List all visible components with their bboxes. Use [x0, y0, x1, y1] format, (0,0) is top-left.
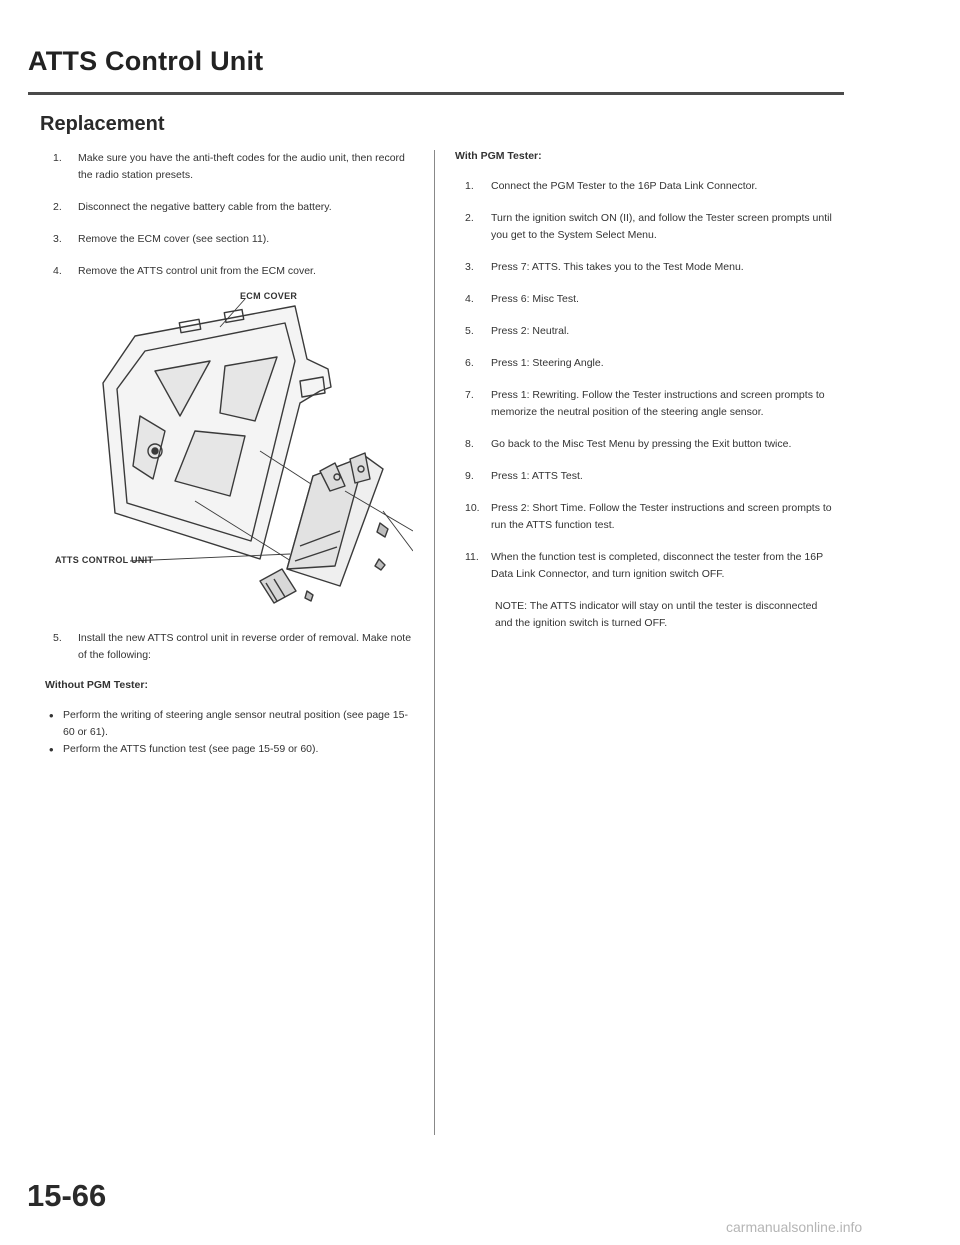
column-divider [434, 150, 435, 1135]
step-item [455, 323, 835, 340]
section-heading: Replacement [40, 113, 165, 135]
step-text: Press 1: Steering Angle. [491, 357, 604, 369]
step-text: Connect the PGM Tester to the 16P Data Link Connector. [491, 180, 758, 192]
step-text: Install the new ATTS control unit in reverse order of removal. Make note of the following: [78, 632, 412, 661]
left-column [45, 150, 413, 758]
page-title: ATTS Control Unit [28, 46, 264, 76]
step-item [45, 150, 413, 184]
step-number: 1. [465, 180, 474, 192]
bullet-text: Perform the writing of steering angle sensor neutral position (see page 15-60 or 61). [63, 709, 408, 738]
step-number: 1. [53, 152, 62, 164]
step-item [45, 199, 413, 216]
step-number: 4. [53, 265, 62, 277]
step-number: 3. [465, 261, 474, 273]
step-number: 4. [465, 293, 474, 305]
ecm-cover-diagram [45, 291, 413, 616]
bullet-item [49, 741, 413, 758]
step-number: 11. [465, 551, 479, 563]
step-text: Make sure you have the anti-theft codes for the audio unit, then record the radio station presets. [78, 152, 405, 181]
bullet-icon: • [49, 742, 54, 757]
ecm-cover-illustration [45, 291, 413, 616]
step-item [455, 291, 835, 308]
right-column [455, 150, 835, 632]
step-item [45, 231, 413, 248]
step-number: 5. [53, 632, 62, 644]
without-tester-heading: Without PGM Tester: [45, 679, 148, 691]
with-tester-heading: With PGM Tester: [455, 150, 542, 162]
step-text: Press 1: ATTS Test. [491, 470, 583, 482]
step-item [455, 500, 835, 534]
step-item [455, 178, 835, 195]
step-number: 8. [465, 438, 474, 450]
step-item [455, 387, 835, 421]
step-item [455, 436, 835, 453]
step-number: 7. [465, 389, 474, 401]
title-rule [28, 92, 844, 95]
atts-control-unit-label: ATTS CONTROL UNIT [55, 555, 154, 565]
bullet-icon: • [49, 708, 54, 723]
step-text: Press 7: ATTS. This takes you to the Test Mode Menu. [491, 261, 744, 273]
step-text: Go back to the Misc Test Menu by pressing the Exit button twice. [491, 438, 792, 450]
step-number: 9. [465, 470, 474, 482]
bullet-item [49, 707, 413, 741]
step-text: Press 6: Misc Test. [491, 293, 579, 305]
step-text: Turn the ignition switch ON (II), and follow the Tester screen prompts until you get to the System Select Menu. [491, 212, 832, 241]
note-text: NOTE: The ATTS indicator will stay on until the tester is disconnected and the ignition switch is turned OFF. [495, 600, 818, 629]
step-text: Press 1: Rewriting. Follow the Tester instructions and screen prompts to memorize the neutral position of the steering angle sensor. [491, 389, 825, 418]
step-item [455, 549, 835, 583]
step-item [45, 263, 413, 280]
step-item [455, 210, 835, 244]
step-text: Press 2: Neutral. [491, 325, 570, 337]
step-text: Remove the ATTS control unit from the ECM cover. [78, 265, 316, 277]
step-item [455, 468, 835, 485]
step-number: 10. [465, 502, 480, 514]
step-text: Remove the ECM cover (see section 11). [78, 233, 270, 245]
watermark: carmanualsonline.info [726, 1219, 863, 1235]
step-text: Press 2: Short Time. Follow the Tester instructions and screen prompts to run the ATTS function test. [491, 502, 832, 531]
page-number: 15-66 [27, 1178, 107, 1213]
step-number: 2. [53, 201, 62, 213]
step-item [455, 259, 835, 276]
step-item [45, 630, 413, 664]
step-number: 3. [53, 233, 62, 245]
step-text: Disconnect the negative battery cable from the battery. [78, 201, 332, 213]
ecm-cover-label: ECM COVER [240, 291, 298, 301]
step-number: 5. [465, 325, 474, 337]
step-text: When the function test is completed, disconnect the tester from the 16P Data Link Connector, and turn ignition switch OFF. [491, 551, 823, 580]
step-number: 6. [465, 357, 474, 369]
bullet-text: Perform the ATTS function test (see page 15-59 or 60). [63, 743, 319, 755]
step-item [455, 355, 835, 372]
step-number: 2. [465, 212, 474, 224]
